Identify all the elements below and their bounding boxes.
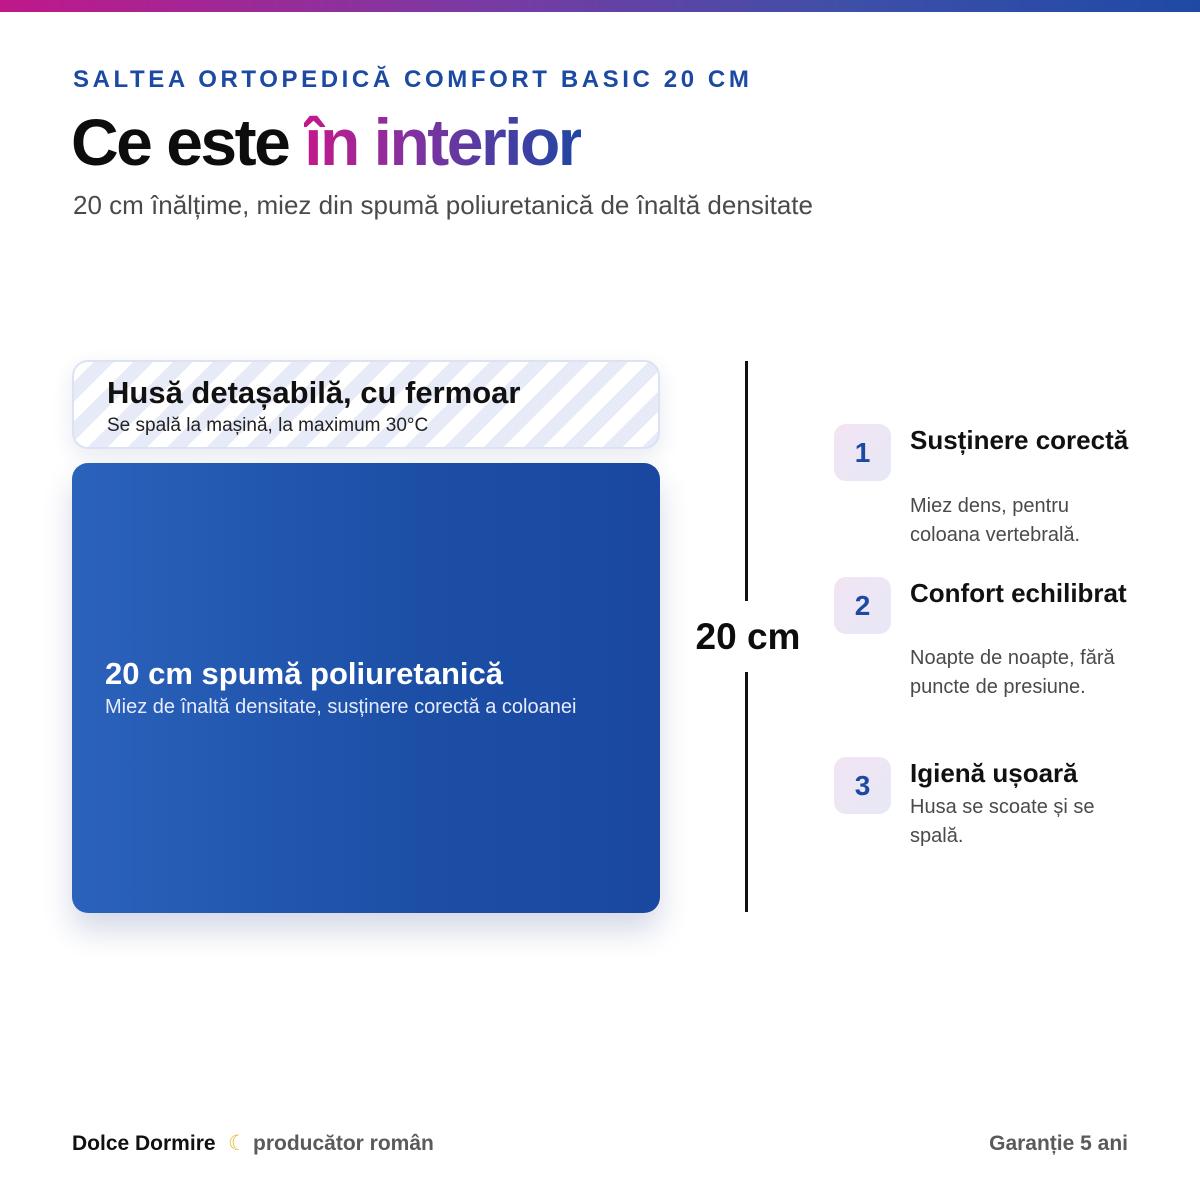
page-title xyxy=(71,104,581,180)
feature-title: Susținere corectă xyxy=(910,425,1129,455)
dimension-label: 20 cm xyxy=(695,616,801,657)
foam-layer-title: 20 cm spumă poliuretanică xyxy=(105,656,503,691)
warranty-text: Garanție 5 ani xyxy=(989,1132,1128,1155)
feature-number-badge: 2 xyxy=(834,577,891,634)
feature-number-badge: 3 xyxy=(834,757,891,814)
feature-description: Miez dens, pentru coloana vertebrală. xyxy=(910,495,1081,546)
cover-layer-subtitle: Se spală la mașină, la maximum 30°C xyxy=(107,415,429,436)
foam-layer xyxy=(72,463,660,913)
feature-number-badge: 1 xyxy=(834,424,891,481)
foam-layer-subtitle: Miez de înaltă densitate, susținere corectă a coloanei xyxy=(105,696,577,718)
brand-name: Dolce Dormire xyxy=(72,1132,216,1155)
feature-title: Confort echilibrat xyxy=(910,578,1127,608)
feature-title: Igienă ușoară xyxy=(910,758,1078,788)
feature-description: Noapte de noapte, fără puncte de presiune. xyxy=(910,647,1115,698)
title-main: Ce este xyxy=(71,105,305,179)
brand-tagline: producător român xyxy=(253,1132,434,1155)
cover-layer-title: Husă detașabilă, cu fermoar xyxy=(107,375,521,410)
feature-description: Husa se scoate și se spală. xyxy=(910,796,1095,847)
dimension-line-upper xyxy=(745,361,748,601)
product-eyebrow: SALTEA ORTOPEDICĂ COMFORT BASIC 20 CM xyxy=(73,66,753,93)
page-subtitle: 20 cm înălțime, miez din spumă poliuretanică de înaltă densitate xyxy=(73,190,813,220)
crescent-moon-icon: ☾ xyxy=(228,1132,247,1155)
top-gradient-bar xyxy=(0,0,1200,12)
title-highlight: în interior xyxy=(304,105,581,179)
dimension-line-lower xyxy=(745,672,748,912)
cover-layer xyxy=(72,360,660,449)
